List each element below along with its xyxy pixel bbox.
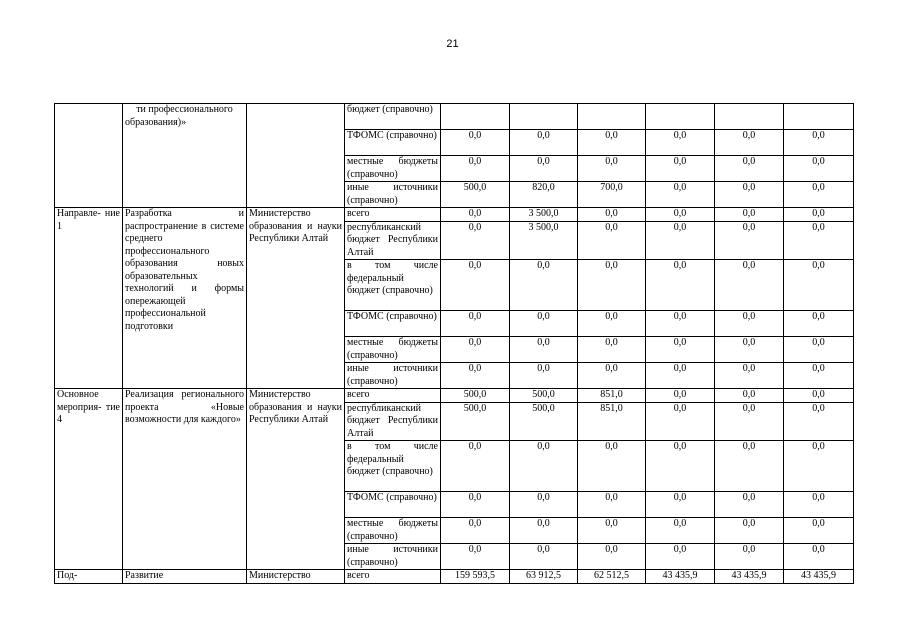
value-cell: 0,0 [578,311,646,337]
value-cell: 0,0 [715,441,784,492]
source-label-cell: всего [345,570,441,584]
value-cell: 0,0 [441,221,510,260]
value-cell [715,104,784,130]
source-label-cell: иные источники (справочно) [345,363,441,389]
source-label-cell: ТФОМС (справочно) [345,130,441,156]
value-cell: 0,0 [784,221,854,260]
value-cell: 500,0 [510,402,578,441]
value-cell: 0,0 [715,260,784,311]
value-cell [578,104,646,130]
value-cell: 500,0 [441,182,510,208]
value-cell: 0,0 [578,260,646,311]
value-cell: 0,0 [510,311,578,337]
source-label-cell: ТФОМС (справочно) [345,311,441,337]
value-cell: 0,0 [784,260,854,311]
value-cell: 0,0 [715,389,784,403]
value-cell: 0,0 [510,260,578,311]
value-cell: 0,0 [715,130,784,156]
value-cell: 0,0 [510,544,578,570]
value-cell: 0,0 [784,130,854,156]
value-cell: 0,0 [510,337,578,363]
value-cell: 0,0 [715,544,784,570]
source-label-cell: всего [345,389,441,403]
row-code-cell: Под- [55,570,123,584]
row-executor-cell [247,104,345,208]
row-name-cell: Реализация регионального проекта «Новые возможности для каждого» [123,389,247,570]
value-cell: 0,0 [784,311,854,337]
value-cell: 500,0 [510,389,578,403]
row-name-cell: Развитие [123,570,247,584]
row-code-cell [55,104,123,208]
value-cell: 0,0 [715,221,784,260]
source-label-cell: местные бюджеты (справочно) [345,518,441,544]
value-cell: 0,0 [784,182,854,208]
value-cell: 0,0 [441,492,510,518]
value-cell: 0,0 [715,518,784,544]
value-cell: 62 512,5 [578,570,646,584]
value-cell: 0,0 [510,156,578,182]
value-cell: 0,0 [646,260,715,311]
value-cell: 0,0 [578,518,646,544]
value-cell: 0,0 [441,518,510,544]
row-name-cell: Разработка и распространение в системе среднего профессионального образования новых образовательных технологий и формы опережающей профессиональной подготовки [123,208,247,389]
source-label-cell: в том числе федеральный бюджет (справочно) [345,441,441,492]
value-cell: 63 912,5 [510,570,578,584]
value-cell: 820,0 [510,182,578,208]
value-cell: 0,0 [441,208,510,222]
value-cell: 0,0 [578,208,646,222]
value-cell: 0,0 [441,337,510,363]
source-label-cell: республиканский бюджет Республики Алтай [345,402,441,441]
row-code-cell: Основное мероприя- тие 4 [55,389,123,570]
source-label-cell: местные бюджеты (справочно) [345,156,441,182]
value-cell: 0,0 [646,492,715,518]
value-cell [646,104,715,130]
value-cell: 159 593,5 [441,570,510,584]
value-cell: 500,0 [441,389,510,403]
value-cell: 0,0 [646,363,715,389]
row-executor-cell: Министерство [247,570,345,584]
value-cell: 0,0 [784,337,854,363]
value-cell: 0,0 [578,130,646,156]
value-cell: 0,0 [646,311,715,337]
table-row [55,208,854,222]
value-cell: 0,0 [715,182,784,208]
value-cell: 0,0 [510,441,578,492]
value-cell: 0,0 [646,208,715,222]
value-cell: 0,0 [646,221,715,260]
value-cell: 0,0 [578,492,646,518]
row-name-cell: ти профессионального образования)» [123,104,247,208]
value-cell: 700,0 [578,182,646,208]
source-label-cell: республиканский бюджет Республики Алтай [345,221,441,260]
budget-table [54,103,854,584]
value-cell: 0,0 [715,402,784,441]
value-cell: 0,0 [646,544,715,570]
row-code-cell: Направле- ние 1 [55,208,123,389]
value-cell: 3 500,0 [510,208,578,222]
value-cell: 0,0 [784,441,854,492]
value-cell: 0,0 [510,130,578,156]
row-executor-cell: Министерство образования и науки Республики Алтай [247,208,345,389]
value-cell: 0,0 [578,156,646,182]
value-cell: 0,0 [715,337,784,363]
source-label-cell: всего [345,208,441,222]
value-cell: 0,0 [441,441,510,492]
value-cell: 0,0 [578,363,646,389]
value-cell: 0,0 [646,337,715,363]
value-cell: 0,0 [784,518,854,544]
value-cell: 0,0 [784,156,854,182]
source-label-cell: бюджет (справочно) [345,104,441,130]
value-cell: 0,0 [715,311,784,337]
value-cell [784,104,854,130]
value-cell: 0,0 [578,221,646,260]
value-cell: 0,0 [441,260,510,311]
value-cell: 0,0 [441,130,510,156]
value-cell: 0,0 [784,402,854,441]
value-cell: 0,0 [646,402,715,441]
table-row [55,570,854,584]
value-cell: 0,0 [646,130,715,156]
row-executor-cell: Министерство образования и науки Республики Алтай [247,389,345,570]
value-cell: 3 500,0 [510,221,578,260]
source-label-cell: местные бюджеты (справочно) [345,337,441,363]
value-cell: 0,0 [784,389,854,403]
value-cell: 0,0 [715,363,784,389]
value-cell [510,104,578,130]
value-cell: 500,0 [441,402,510,441]
value-cell: 0,0 [646,441,715,492]
value-cell: 0,0 [715,492,784,518]
value-cell: 0,0 [784,208,854,222]
source-label-cell: иные источники (справочно) [345,182,441,208]
source-label-cell: в том числе федеральный бюджет (справочно) [345,260,441,311]
value-cell: 0,0 [441,156,510,182]
value-cell: 0,0 [784,363,854,389]
value-cell: 43 435,9 [784,570,854,584]
table-row [55,389,854,403]
value-cell: 0,0 [646,182,715,208]
value-cell: 0,0 [578,337,646,363]
value-cell: 0,0 [510,518,578,544]
value-cell: 0,0 [578,544,646,570]
page-number: 21 [446,38,459,50]
value-cell: 0,0 [441,544,510,570]
value-cell: 43 435,9 [646,570,715,584]
value-cell [441,104,510,130]
value-cell: 0,0 [715,156,784,182]
value-cell: 43 435,9 [715,570,784,584]
value-cell: 0,0 [784,492,854,518]
source-label-cell: ТФОМС (справочно) [345,492,441,518]
value-cell: 0,0 [784,544,854,570]
value-cell: 0,0 [578,441,646,492]
source-label-cell: иные источники (справочно) [345,544,441,570]
value-cell: 851,0 [578,389,646,403]
value-cell: 0,0 [646,156,715,182]
value-cell: 0,0 [441,311,510,337]
value-cell: 0,0 [510,492,578,518]
value-cell: 0,0 [646,518,715,544]
value-cell: 0,0 [441,363,510,389]
value-cell: 0,0 [510,363,578,389]
value-cell: 851,0 [578,402,646,441]
value-cell: 0,0 [715,208,784,222]
table-row [55,104,854,130]
value-cell: 0,0 [646,389,715,403]
